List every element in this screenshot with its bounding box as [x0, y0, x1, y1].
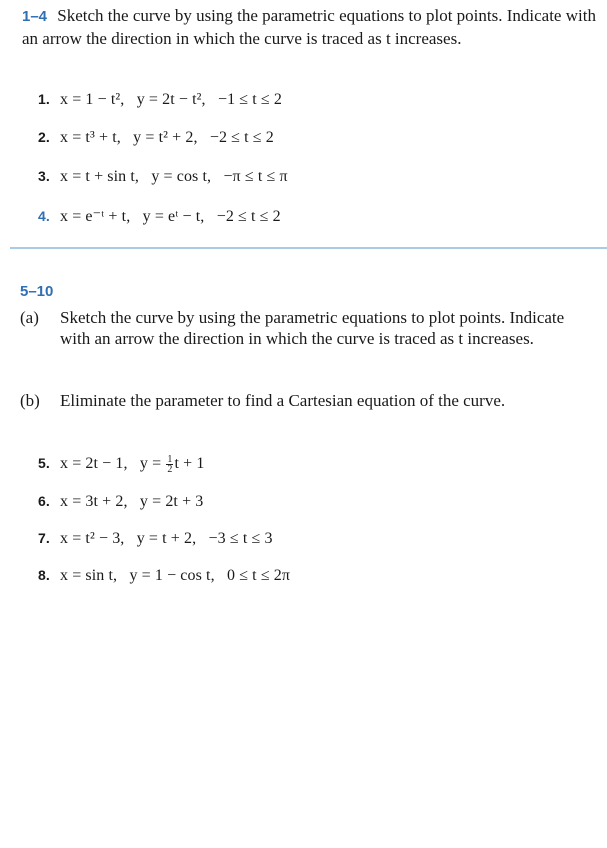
problem-7: [38, 530, 273, 548]
part-a: [20, 307, 590, 349]
x-equation: x = 2t − 1,: [60, 455, 128, 473]
x-equation: x = t + sin t,: [60, 168, 140, 185]
x-equation: x = 3t + 2,: [60, 493, 128, 510]
t-range: −π ≤ t ≤ π: [223, 168, 288, 185]
part-b: [20, 390, 590, 411]
x-equation: x = 1 − t²,: [60, 91, 125, 108]
x-equation: x = t³ + t,: [60, 129, 121, 146]
fraction-one-half: $\frac{1}{2}$: [167, 454, 173, 475]
problem-1: [38, 91, 282, 109]
t-range: −1 ≤ t ≤ 2: [217, 91, 282, 108]
problem-number: 8.: [38, 567, 50, 583]
problem-5: [38, 455, 204, 474]
section-divider: [10, 247, 607, 249]
x-equation: x = e⁻ᵗ + t,: [60, 208, 131, 225]
t-range: −3 ≤ t ≤ 3: [208, 530, 273, 547]
y-equation: y = 2t + 3: [139, 493, 204, 510]
problem-number: 2.: [38, 129, 50, 145]
t-range: −2 ≤ t ≤ 2: [209, 129, 274, 146]
problem-number: 5.: [38, 455, 50, 472]
section-1-instructions: [22, 5, 597, 49]
problem-3: [38, 168, 288, 186]
part-a-label: (a): [20, 308, 39, 327]
problem-number: 3.: [38, 168, 50, 184]
part-a-text: Sketch the curve by using the parametric equations to plot points. Indicate with an arrow the direction in which the curve is traced as t increases.: [60, 308, 565, 348]
problem-number: 1.: [38, 91, 50, 107]
x-equation: x = t² − 3,: [60, 530, 125, 547]
section-1-number: 1–4: [22, 8, 48, 25]
problem-number: 4.: [38, 208, 50, 224]
part-b-label: (b): [20, 391, 40, 410]
problem-8: [38, 567, 290, 585]
y-equation: y = 2t − t²,: [136, 91, 206, 108]
y-equation: y = t + 2,: [136, 530, 197, 547]
problem-4: [38, 206, 281, 226]
problem-6: [38, 493, 203, 511]
problem-number: 7.: [38, 530, 50, 546]
y-equation: y = 1 − cos t,: [129, 567, 215, 584]
t-range: 0 ≤ t ≤ 2π: [227, 567, 291, 584]
problem-number: 6.: [38, 493, 50, 509]
part-b-text: Eliminate the parameter to find a Cartesian equation of the curve.: [60, 391, 506, 410]
problem-2: [38, 129, 274, 147]
y-equation: y = cos t,: [151, 168, 212, 185]
t-range: −2 ≤ t ≤ 2: [216, 208, 281, 225]
section-1-instruction-text: Sketch the curve by using the parametric equations to plot points. Indicate with an arrow the direction in which the curve is traced as t increases.: [22, 6, 596, 48]
y-equation: y = t² + 2,: [133, 129, 198, 146]
y-equation: y = eᵗ − t,: [142, 208, 205, 225]
x-equation: x = sin t,: [60, 567, 118, 584]
y-equation-suffix: t + 1: [174, 455, 205, 473]
section-2-number: 5–10: [20, 283, 54, 300]
y-equation-prefix: y =: [139, 455, 162, 473]
